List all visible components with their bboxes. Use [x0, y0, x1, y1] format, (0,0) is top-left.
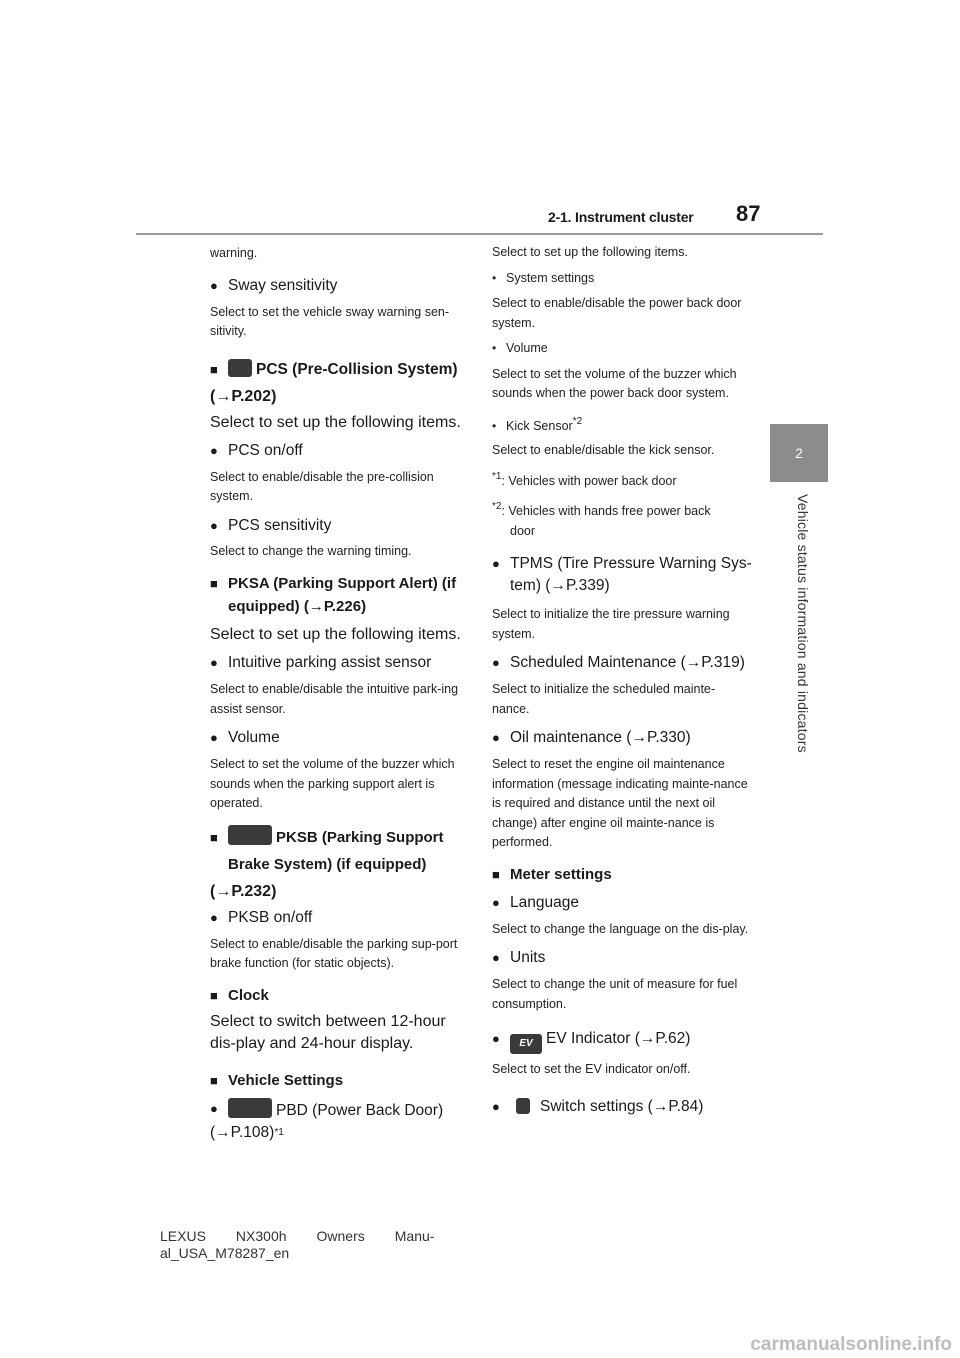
switch-icon	[516, 1098, 530, 1114]
pbd-ref-line	[210, 1122, 470, 1144]
footnote-2	[492, 497, 752, 522]
footer-model: NX300h	[235, 1228, 287, 1244]
sched-desc: Select to initialize the scheduled mainte-nance.	[492, 682, 716, 716]
kick-item	[492, 412, 752, 437]
footnote-1-mark: *1	[492, 470, 502, 482]
sys-label: System settings	[506, 270, 595, 285]
pcs-sens-desc: Select to change the warning timing.	[210, 543, 412, 558]
vol-label: Volume	[506, 341, 548, 355]
pksb-icon	[228, 825, 272, 845]
small-bullet-icon: •	[492, 270, 497, 285]
bullet-icon: ●	[210, 909, 218, 925]
pcs-icon	[228, 359, 252, 377]
page-number: 87	[736, 201, 761, 226]
square-bullet-icon: ■	[492, 866, 500, 882]
pksa-heading-line2: equipped) (→P.226)	[228, 598, 367, 615]
bullet-icon: ●	[210, 442, 218, 458]
bullet-icon: ●	[210, 1100, 218, 1116]
bullet-icon: ●	[492, 1098, 500, 1114]
bullet-icon: ●	[492, 894, 500, 910]
left-column	[210, 240, 470, 1144]
page-footer	[160, 1228, 434, 1262]
pbd-item	[210, 1098, 470, 1122]
meter-heading-text: Meter settings	[510, 865, 612, 883]
square-bullet-icon: ■	[210, 361, 218, 377]
ev-label: EV Indicator (→P.62)	[546, 1030, 691, 1047]
switch-label: Switch settings (→P.84)	[540, 1097, 704, 1115]
footer-manu: Manu-	[394, 1228, 435, 1244]
kick-sup: *2	[572, 415, 583, 427]
switch-item	[492, 1096, 752, 1118]
tpms-label-line2: tem) (→P.339)	[510, 577, 610, 594]
pksb-onoff-label: PKSB on/off	[228, 908, 313, 926]
right-intro: Select to set up the following items.	[492, 245, 688, 259]
tpms-item	[492, 553, 752, 597]
oil-desc: Select to reset the engine oil maintenance information (message indicating mainte-nance is required and distance until the next oil change) after engine oil mainte-nance is performed.	[492, 757, 748, 849]
pcs-ref: (→P.202)	[210, 387, 277, 405]
pcs-onoff-item	[210, 440, 470, 462]
pbd-icon	[228, 1098, 272, 1118]
switch-line	[510, 1096, 703, 1118]
pbd-label: PBD (Power Back Door)	[276, 1101, 444, 1119]
bullet-icon: ●	[492, 556, 500, 571]
pcs-sens-label: PCS sensitivity	[228, 516, 332, 534]
ipa-item	[210, 652, 470, 674]
pksa-heading-line1: PKSA (Parking Support Alert) (if	[228, 575, 457, 592]
footnote-2-text: : Vehicles with hands free power back	[501, 504, 711, 518]
oil-item	[492, 727, 752, 749]
section-title: 2-1. Instrument cluster	[548, 209, 694, 225]
tpms-label-line1: TPMS (Tire Pressure Warning Sys-	[510, 555, 752, 572]
bullet-icon: ●	[210, 655, 218, 670]
bullet-icon: ●	[210, 517, 218, 533]
pcs-intro: Select to set up the following items.	[210, 413, 461, 431]
pcs-heading	[210, 356, 470, 383]
ev-desc: Select to set the EV indicator on/off.	[492, 1062, 691, 1076]
lang-item	[492, 892, 752, 914]
right-column	[492, 240, 752, 1118]
sys-item	[492, 269, 752, 289]
footnote-1-text: : Vehicles with power back door	[501, 473, 677, 488]
kick-label: Kick Sensor	[506, 418, 573, 433]
square-bullet-icon: ■	[210, 1072, 218, 1088]
pksb-heading	[210, 824, 470, 851]
square-bullet-icon: ■	[210, 829, 218, 845]
pksb-heading-line1: PKSB (Parking Support	[276, 828, 444, 846]
sched-item	[492, 652, 752, 674]
pbd-line	[228, 1098, 443, 1122]
warning-tail: warning.	[210, 246, 258, 260]
lang-desc: Select to change the language on the dis-play.	[492, 921, 749, 936]
volume-label: Volume	[228, 729, 280, 746]
vol-desc: Select to set the volume of the buzzer which sounds when the power back door system.	[492, 366, 737, 400]
clock-heading	[210, 982, 470, 1009]
square-bullet-icon: ■	[210, 987, 218, 1003]
footer-line1	[160, 1228, 434, 1245]
ipa-label: Intuitive parking assist sensor	[228, 654, 432, 671]
vol-item	[492, 339, 752, 359]
bullet-icon: ●	[492, 655, 500, 670]
footer-owners: Owners	[316, 1228, 365, 1244]
pksb-heading-line2: Brake System) (if equipped)	[228, 855, 427, 873]
tpms-desc: Select to initialize the tire pressure warning system.	[492, 607, 730, 641]
ev-line	[510, 1028, 690, 1054]
chapter-tab: 2	[770, 424, 828, 482]
oil-label: Oil maintenance (→P.330)	[510, 729, 691, 746]
header-divider	[136, 233, 823, 235]
pcs-sens-item	[210, 515, 470, 537]
footnote-2-cont: door	[510, 523, 536, 538]
small-bullet-icon: •	[492, 418, 497, 433]
sched-label: Scheduled Maintenance (→P.319)	[510, 654, 745, 671]
pcs-heading-text: PCS (Pre-Collision System)	[256, 360, 458, 378]
bullet-icon: ●	[492, 950, 500, 965]
footnote-1	[492, 467, 752, 492]
vehicle-settings-heading	[210, 1067, 470, 1094]
square-bullet-icon: ■	[210, 576, 218, 591]
pbd-sup: *1	[274, 1126, 284, 1138]
clock-heading-text: Clock	[228, 986, 269, 1004]
clock-desc: Select to switch between 12-hour dis-play and 24-hour display.	[210, 1012, 446, 1052]
sway-label: Sway sensitivity	[228, 276, 338, 294]
pcs-onoff-desc: Select to enable/disable the pre-collision system.	[210, 469, 434, 503]
pksb-onoff-item	[210, 907, 470, 929]
sway-item	[210, 275, 470, 297]
pcs-onoff-label: PCS on/off	[228, 441, 303, 459]
volume-desc: Select to set the volume of the buzzer which sounds when the parking support alert is operated.	[210, 757, 455, 810]
volume-item	[210, 727, 470, 749]
pksa-intro: Select to set up the following items.	[210, 626, 461, 643]
units-item	[492, 947, 752, 969]
ipa-desc: Select to enable/disable the intuitive park-ing assist sensor.	[210, 682, 459, 716]
vehicle-settings-text: Vehicle Settings	[228, 1071, 344, 1089]
meter-heading	[492, 861, 752, 888]
lang-label: Language	[510, 893, 579, 911]
footer-line2: al_USA_M78287_en	[160, 1245, 290, 1261]
sys-desc: Select to enable/disable the power back door system.	[492, 296, 742, 330]
bullet-icon: ●	[492, 1031, 500, 1046]
chapter-title: Vehicle status information and indicators	[795, 494, 811, 753]
tpms-label	[510, 553, 752, 597]
pksb-ref: (→P.232)	[210, 882, 277, 900]
watermark: carmanualsonline.info	[750, 1334, 952, 1355]
kick-desc: Select to enable/disable the kick sensor.	[492, 443, 715, 457]
ev-icon: EV	[510, 1034, 542, 1054]
small-bullet-icon: •	[492, 341, 497, 355]
footer-brand: LEXUS	[160, 1228, 206, 1244]
pksb-onoff-desc: Select to enable/disable the parking sup-port brake function (for static objects).	[210, 936, 458, 970]
bullet-icon: ●	[210, 730, 218, 745]
bullet-icon: ●	[210, 277, 218, 293]
bullet-icon: ●	[492, 730, 500, 745]
units-label: Units	[510, 949, 546, 966]
ev-item	[492, 1028, 752, 1054]
footnote-2-mark: *2	[492, 501, 502, 512]
units-desc: Select to change the unit of measure for fuel consumption.	[492, 977, 738, 1011]
pbd-ref: (→P.108)	[210, 1123, 275, 1141]
sway-desc: Select to set the vehicle sway warning sen-sitivity.	[210, 304, 450, 338]
